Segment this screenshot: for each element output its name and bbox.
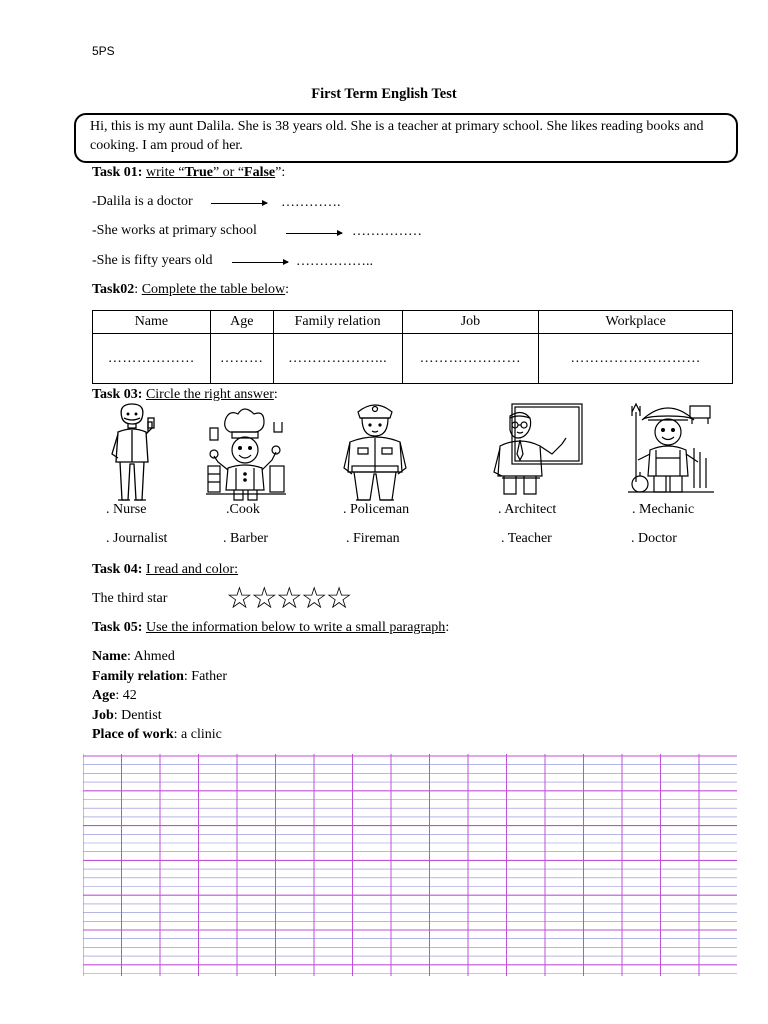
option-cook[interactable]: .Cook (226, 502, 260, 517)
cell-family-relation-blank[interactable]: ………………... (273, 334, 402, 384)
teacher-illustration (490, 402, 584, 496)
cell-age-blank[interactable]: ……… (210, 334, 273, 384)
woman-phone-illustration (104, 402, 160, 504)
table-row (93, 334, 733, 384)
task2-label: Task02 (92, 282, 135, 297)
cell-name-blank[interactable]: ……………… (93, 334, 211, 384)
task4-prompt: The third star (92, 591, 168, 606)
info-value: : a clinic (173, 727, 222, 742)
info-key: Place of work (92, 727, 174, 742)
task1-label: Task 01: (92, 165, 143, 180)
task5-colon: : (445, 620, 450, 635)
statement-2: -She works at primary school (92, 223, 257, 238)
cell-workplace-blank[interactable]: ……………………… (539, 334, 733, 384)
answer-blank-2[interactable]: …………… (352, 224, 422, 239)
arrow-icon (211, 203, 267, 204)
header-age: Age (210, 311, 273, 334)
info-key: Name (92, 649, 127, 664)
info-value: : Father (183, 669, 228, 684)
info-key: Job (92, 708, 114, 723)
option-doctor[interactable]: . Doctor (631, 531, 677, 546)
option-barber[interactable]: . Barber (223, 531, 269, 546)
intro-paragraph: Hi, this is my aunt Dalila. She is 38 years old. She is a teacher at primary school. She likes reading books and cooking. I am proud of her. (74, 113, 738, 163)
info-job (92, 707, 162, 725)
true-word: True (184, 165, 213, 180)
writing-grid[interactable] (83, 754, 737, 976)
task1-instruction-post: ”: (275, 165, 286, 180)
task5-label: Task 05: (92, 620, 143, 635)
chef-illustration (206, 408, 286, 504)
policeman-illustration (342, 400, 408, 504)
option-nurse[interactable]: . Nurse (106, 502, 147, 517)
option-policeman[interactable]: . Policeman (343, 502, 410, 517)
option-journalist[interactable]: . Journalist (106, 531, 168, 546)
header-family-relation: Family relation (273, 311, 402, 334)
task4-heading (92, 561, 238, 579)
star-row (226, 581, 351, 616)
farmer-illustration (628, 398, 714, 498)
class-code: 5PS (92, 44, 115, 58)
star-icon[interactable]: ☆ (226, 581, 251, 616)
info-table (92, 310, 733, 384)
task4-label: Task 04: (92, 562, 143, 577)
star-icon[interactable]: ☆ (325, 581, 351, 616)
info-key: Family relation (92, 669, 184, 684)
info-place-of-work (92, 726, 222, 744)
task5-instruction: Use the information below to write a small paragraph (145, 620, 446, 635)
task3-instruction: Circle the right answer (145, 387, 274, 402)
task2-instruction: Complete the table below (141, 282, 286, 297)
info-value: : 42 (115, 688, 137, 703)
page-title: First Term English Test (311, 86, 457, 102)
cell-job-blank[interactable]: ………………… (402, 334, 539, 384)
info-value: : Dentist (113, 708, 162, 723)
task2-colon-end: : (285, 282, 290, 297)
task4-instruction: I read and color: (145, 562, 239, 577)
task2-heading (92, 281, 289, 299)
answer-blank-3[interactable]: …………….. (296, 254, 373, 269)
option-teacher[interactable]: . Teacher (501, 531, 552, 546)
arrow-icon (232, 262, 288, 263)
option-architect[interactable]: . Architect (498, 502, 557, 517)
answer-blank-1[interactable]: …………. (281, 195, 341, 210)
statement-3: -She is fifty years old (92, 253, 213, 268)
header-name: Name (93, 311, 211, 334)
info-name (92, 648, 175, 666)
info-value: : Ahmed (127, 649, 175, 664)
table-header-row (93, 311, 733, 334)
task2-colon: : (134, 282, 139, 297)
task3-label: Task 03: (92, 387, 143, 402)
task1-instruction-pre: write “ (145, 165, 185, 180)
info-family-relation (92, 668, 227, 686)
star-icon[interactable]: ☆ (250, 581, 276, 616)
option-fireman[interactable]: . Fireman (346, 531, 400, 546)
star-icon[interactable]: ☆ (275, 581, 301, 616)
statement-1: -Dalila is a doctor (92, 194, 193, 209)
task5-heading (92, 619, 449, 637)
header-workplace: Workplace (539, 311, 733, 334)
star-icon[interactable]: ☆ (300, 581, 326, 616)
task3-colon: : (273, 387, 278, 402)
task1-heading (92, 164, 285, 182)
option-mechanic[interactable]: . Mechanic (632, 502, 695, 517)
info-age (92, 687, 137, 705)
task1-instruction-mid: ” or “ (212, 165, 245, 180)
header-job: Job (402, 311, 539, 334)
task1-instruction (146, 165, 275, 180)
false-word: False (244, 165, 276, 180)
info-key: Age (92, 688, 116, 703)
arrow-icon (286, 233, 342, 234)
